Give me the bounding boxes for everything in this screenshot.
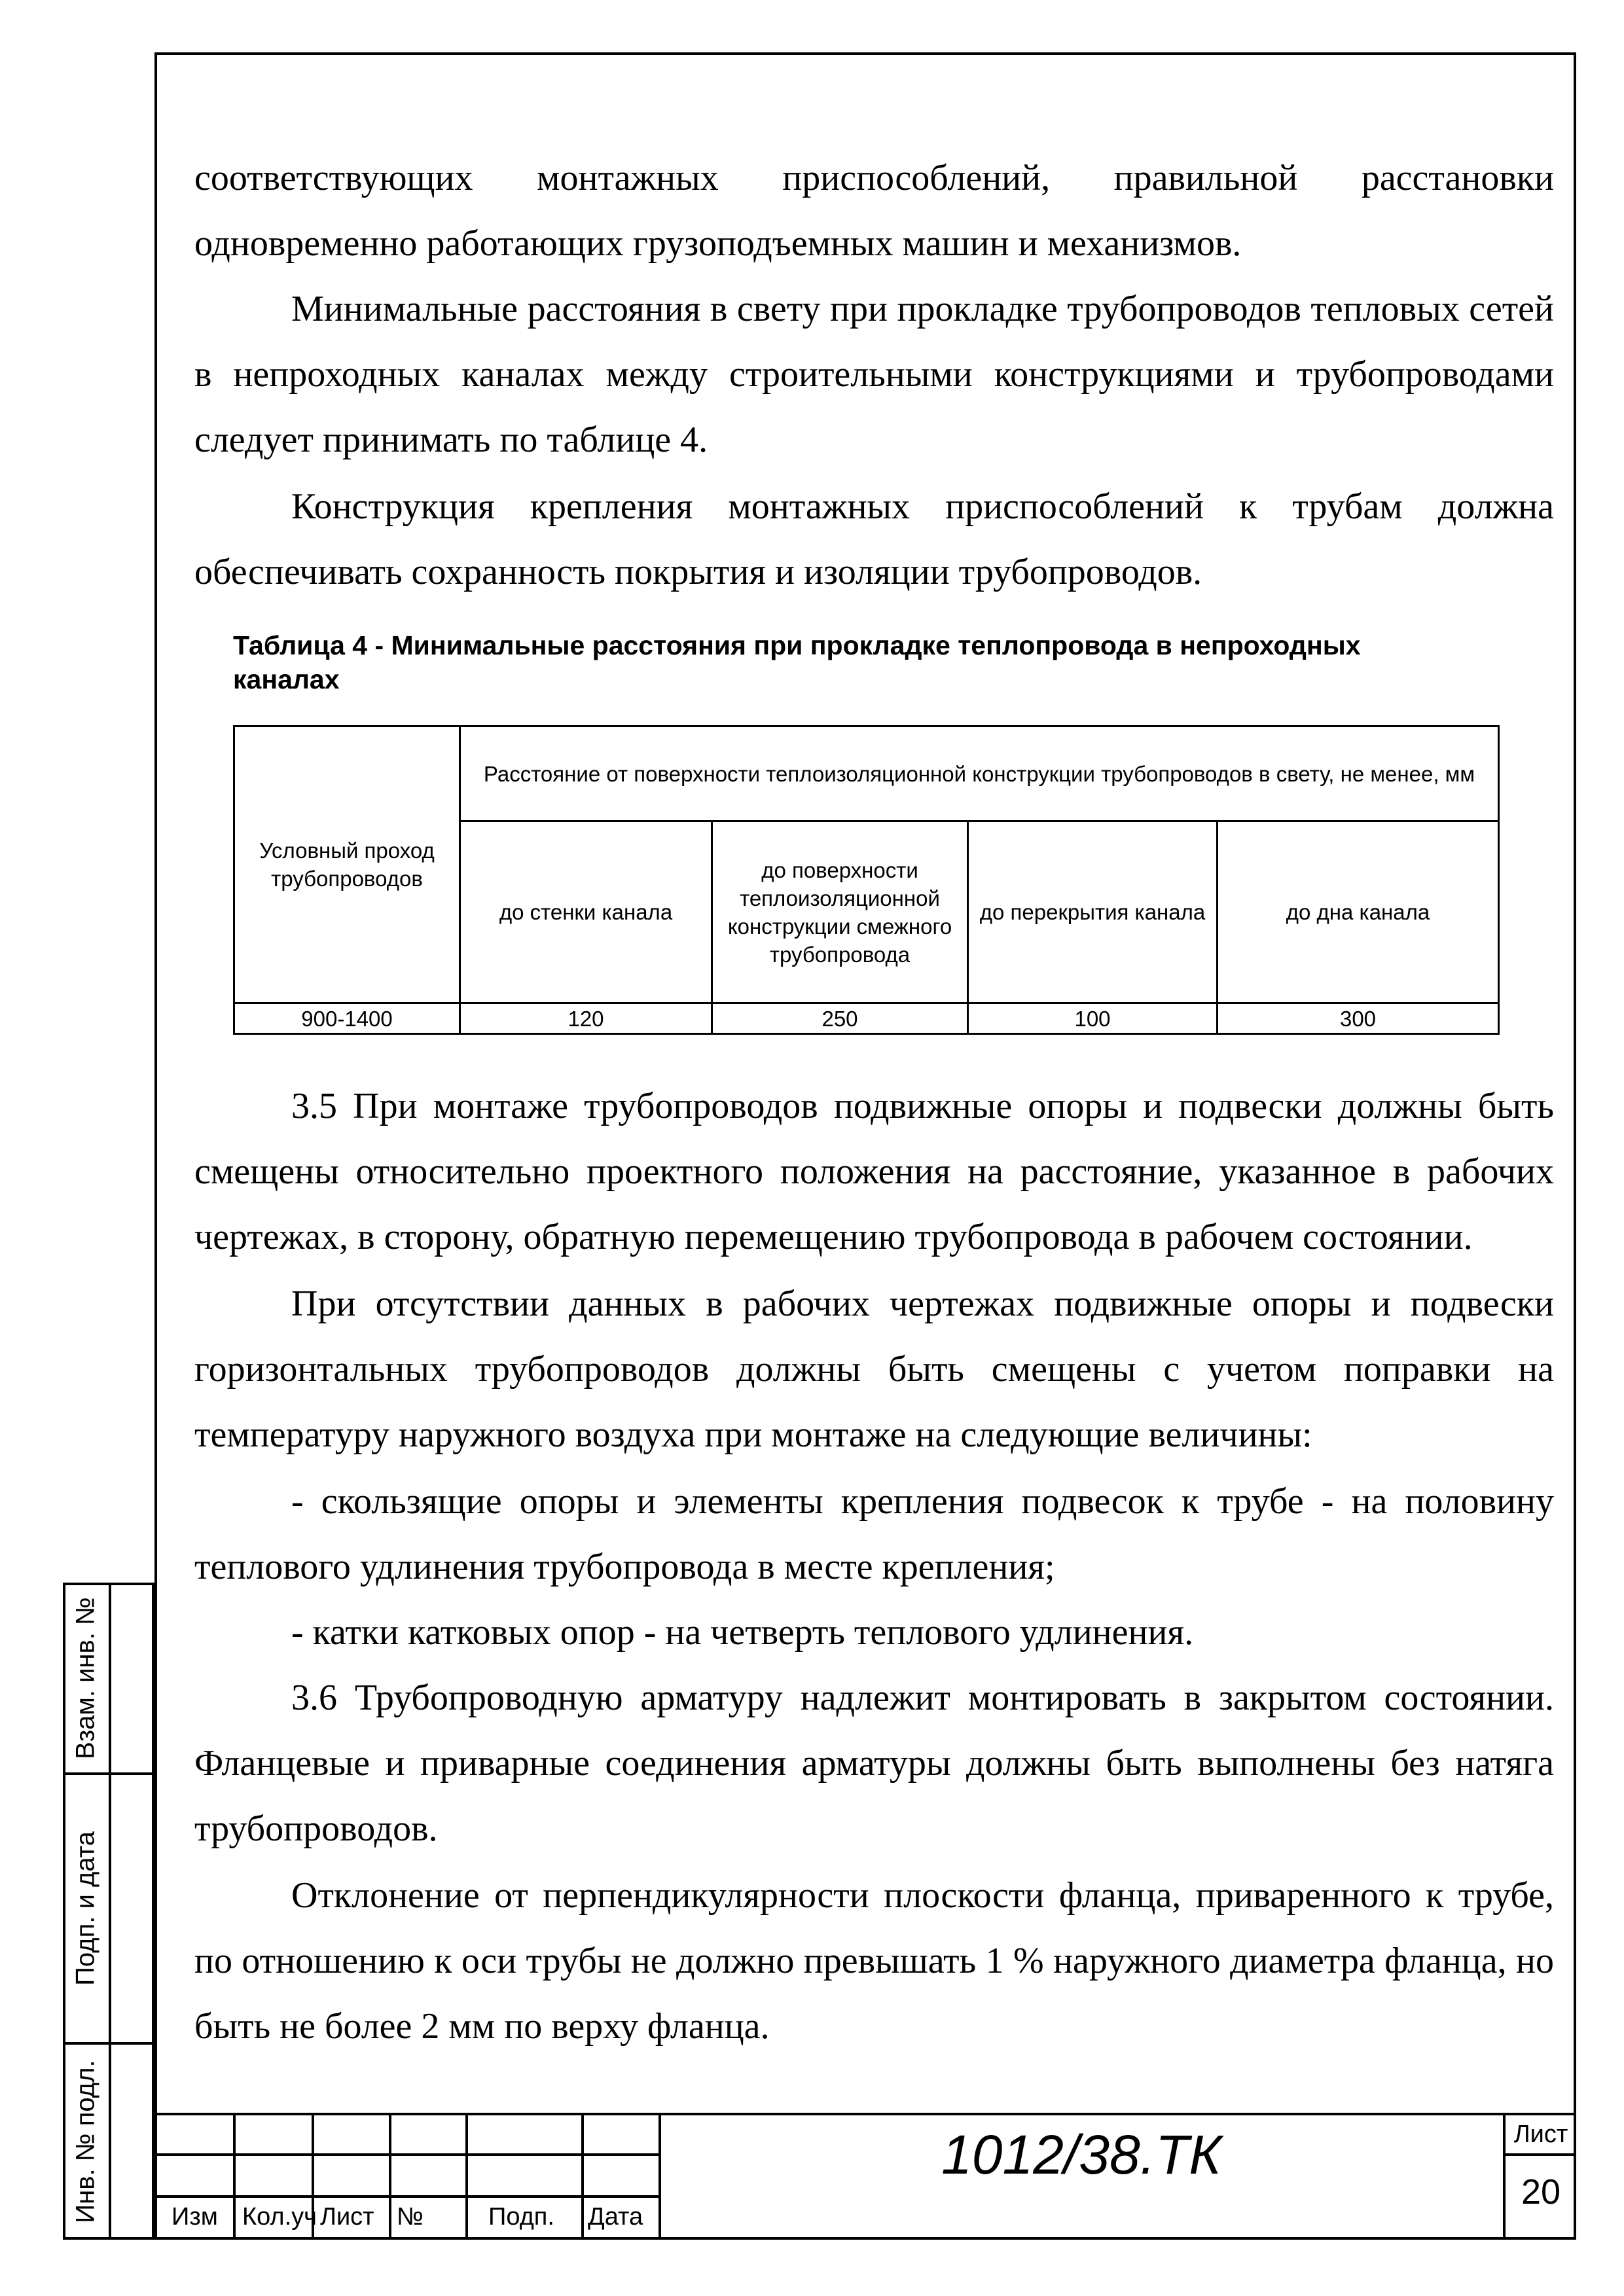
side-cell-inv (63, 2043, 154, 2240)
paragraph-3-5: 3.5 При монтаже трубопроводов подвижные опоры и подвески должны быть смещены относительно проектного положения на расстояние, указанное в рабочих чертежах, в сторону, обратную перемещению трубопровода в рабочем состоянии. (194, 1086, 1554, 1257)
side-label-inv: Инв. № подл. (71, 2060, 100, 2223)
side-cell-vzam (63, 1583, 154, 1774)
paragraph-no-data: При отсутствии данных в рабочих чертежах подвижные опоры и подвески горизонтальных трубопроводов должны быть смещены с учетом поправки на температуру наружного воздуха при монтаже на следующие величины: (194, 1283, 1554, 1455)
row-label: 900-1400 (234, 1003, 460, 1034)
tb-header-data: Дата (588, 2203, 643, 2231)
side-label-podp: Подп. и дата (71, 1831, 100, 1986)
row-value: 100 (968, 1003, 1218, 1034)
tb-header-list: Лист (320, 2203, 374, 2231)
header-col-adjacent: до поверхности теплоизоляционной конструкции смежного трубопровода (712, 821, 968, 1003)
header-distance-group: Расстояние от поверхности теплоизоляционной конструкции трубопроводов в свету, не менее, мм (460, 726, 1499, 821)
paragraph-3: Конструкция крепления монтажных приспособлений к трубам должна обеспечивать сохранность покрытия и изоляции трубопроводов. (194, 486, 1554, 592)
sheet-label: Лист (1513, 2121, 1568, 2148)
header-nominal-bore: Условный проход трубопроводов (234, 726, 460, 1003)
row-value: 120 (460, 1003, 712, 1034)
tb-header-izm: Изм (171, 2203, 218, 2231)
paragraph-3-6: 3.6 Трубопроводную арматуру надлежит монтировать в закрытом состоянии. Фланцевые и приварные соединения арматуры должны быть выполнены без натяга трубопроводов. (194, 1677, 1554, 1849)
tb-header-podp: Подп. (488, 2203, 554, 2231)
table-4 (233, 725, 1500, 1035)
paragraph-1: соответствующих монтажных приспособлений, правильной расстановки одновременно работающих грузоподъемных машин и механизмов. (194, 158, 1554, 264)
side-label-vzam: Взам. инв. № (71, 1597, 100, 1759)
document-code: 1012/38.ТК (941, 2124, 1221, 2185)
sheet-number: 20 (1521, 2172, 1561, 2212)
row-value: 250 (712, 1003, 968, 1034)
header-col-wall: до стенки канала (460, 821, 712, 1003)
row-value: 300 (1218, 1003, 1499, 1034)
tb-header-kol-uch: Кол.уч (242, 2203, 317, 2231)
paragraph-roller-supports: - катки катковых опор - на четверть теплового удлинения. (291, 1612, 1194, 1653)
paragraph-flange-deviation: Отклонение от перпендикулярности плоскости фланца, приваренного к трубе, по отношению к оси трубы не должно превышать 1 % наружного диаметра фланца, но быть не более 2 мм по верху фланца. (194, 1875, 1554, 2047)
table-caption: Таблица 4 - Минимальные расстояния при прокладке теплопровода в непроходных каналах (233, 630, 1361, 694)
tb-header-number: № (397, 2203, 424, 2231)
paragraph-2: Минимальные расстояния в свету при прокладке трубопроводов тепловых сетей в непроходных каналах между строительными конструкциями и трубопроводами следует принимать по таблице 4. (194, 289, 1554, 460)
header-col-ceiling: до перекрытия канала (968, 821, 1218, 1003)
paragraph-sliding-supports: - скользящие опоры и элементы крепления подвесок к трубе - на половину теплового удлинения трубопровода в месте крепления; (194, 1481, 1554, 1587)
side-cell-podp (63, 1774, 154, 2043)
header-col-bottom: до дна канала (1218, 821, 1499, 1003)
table-row (234, 1003, 1499, 1034)
